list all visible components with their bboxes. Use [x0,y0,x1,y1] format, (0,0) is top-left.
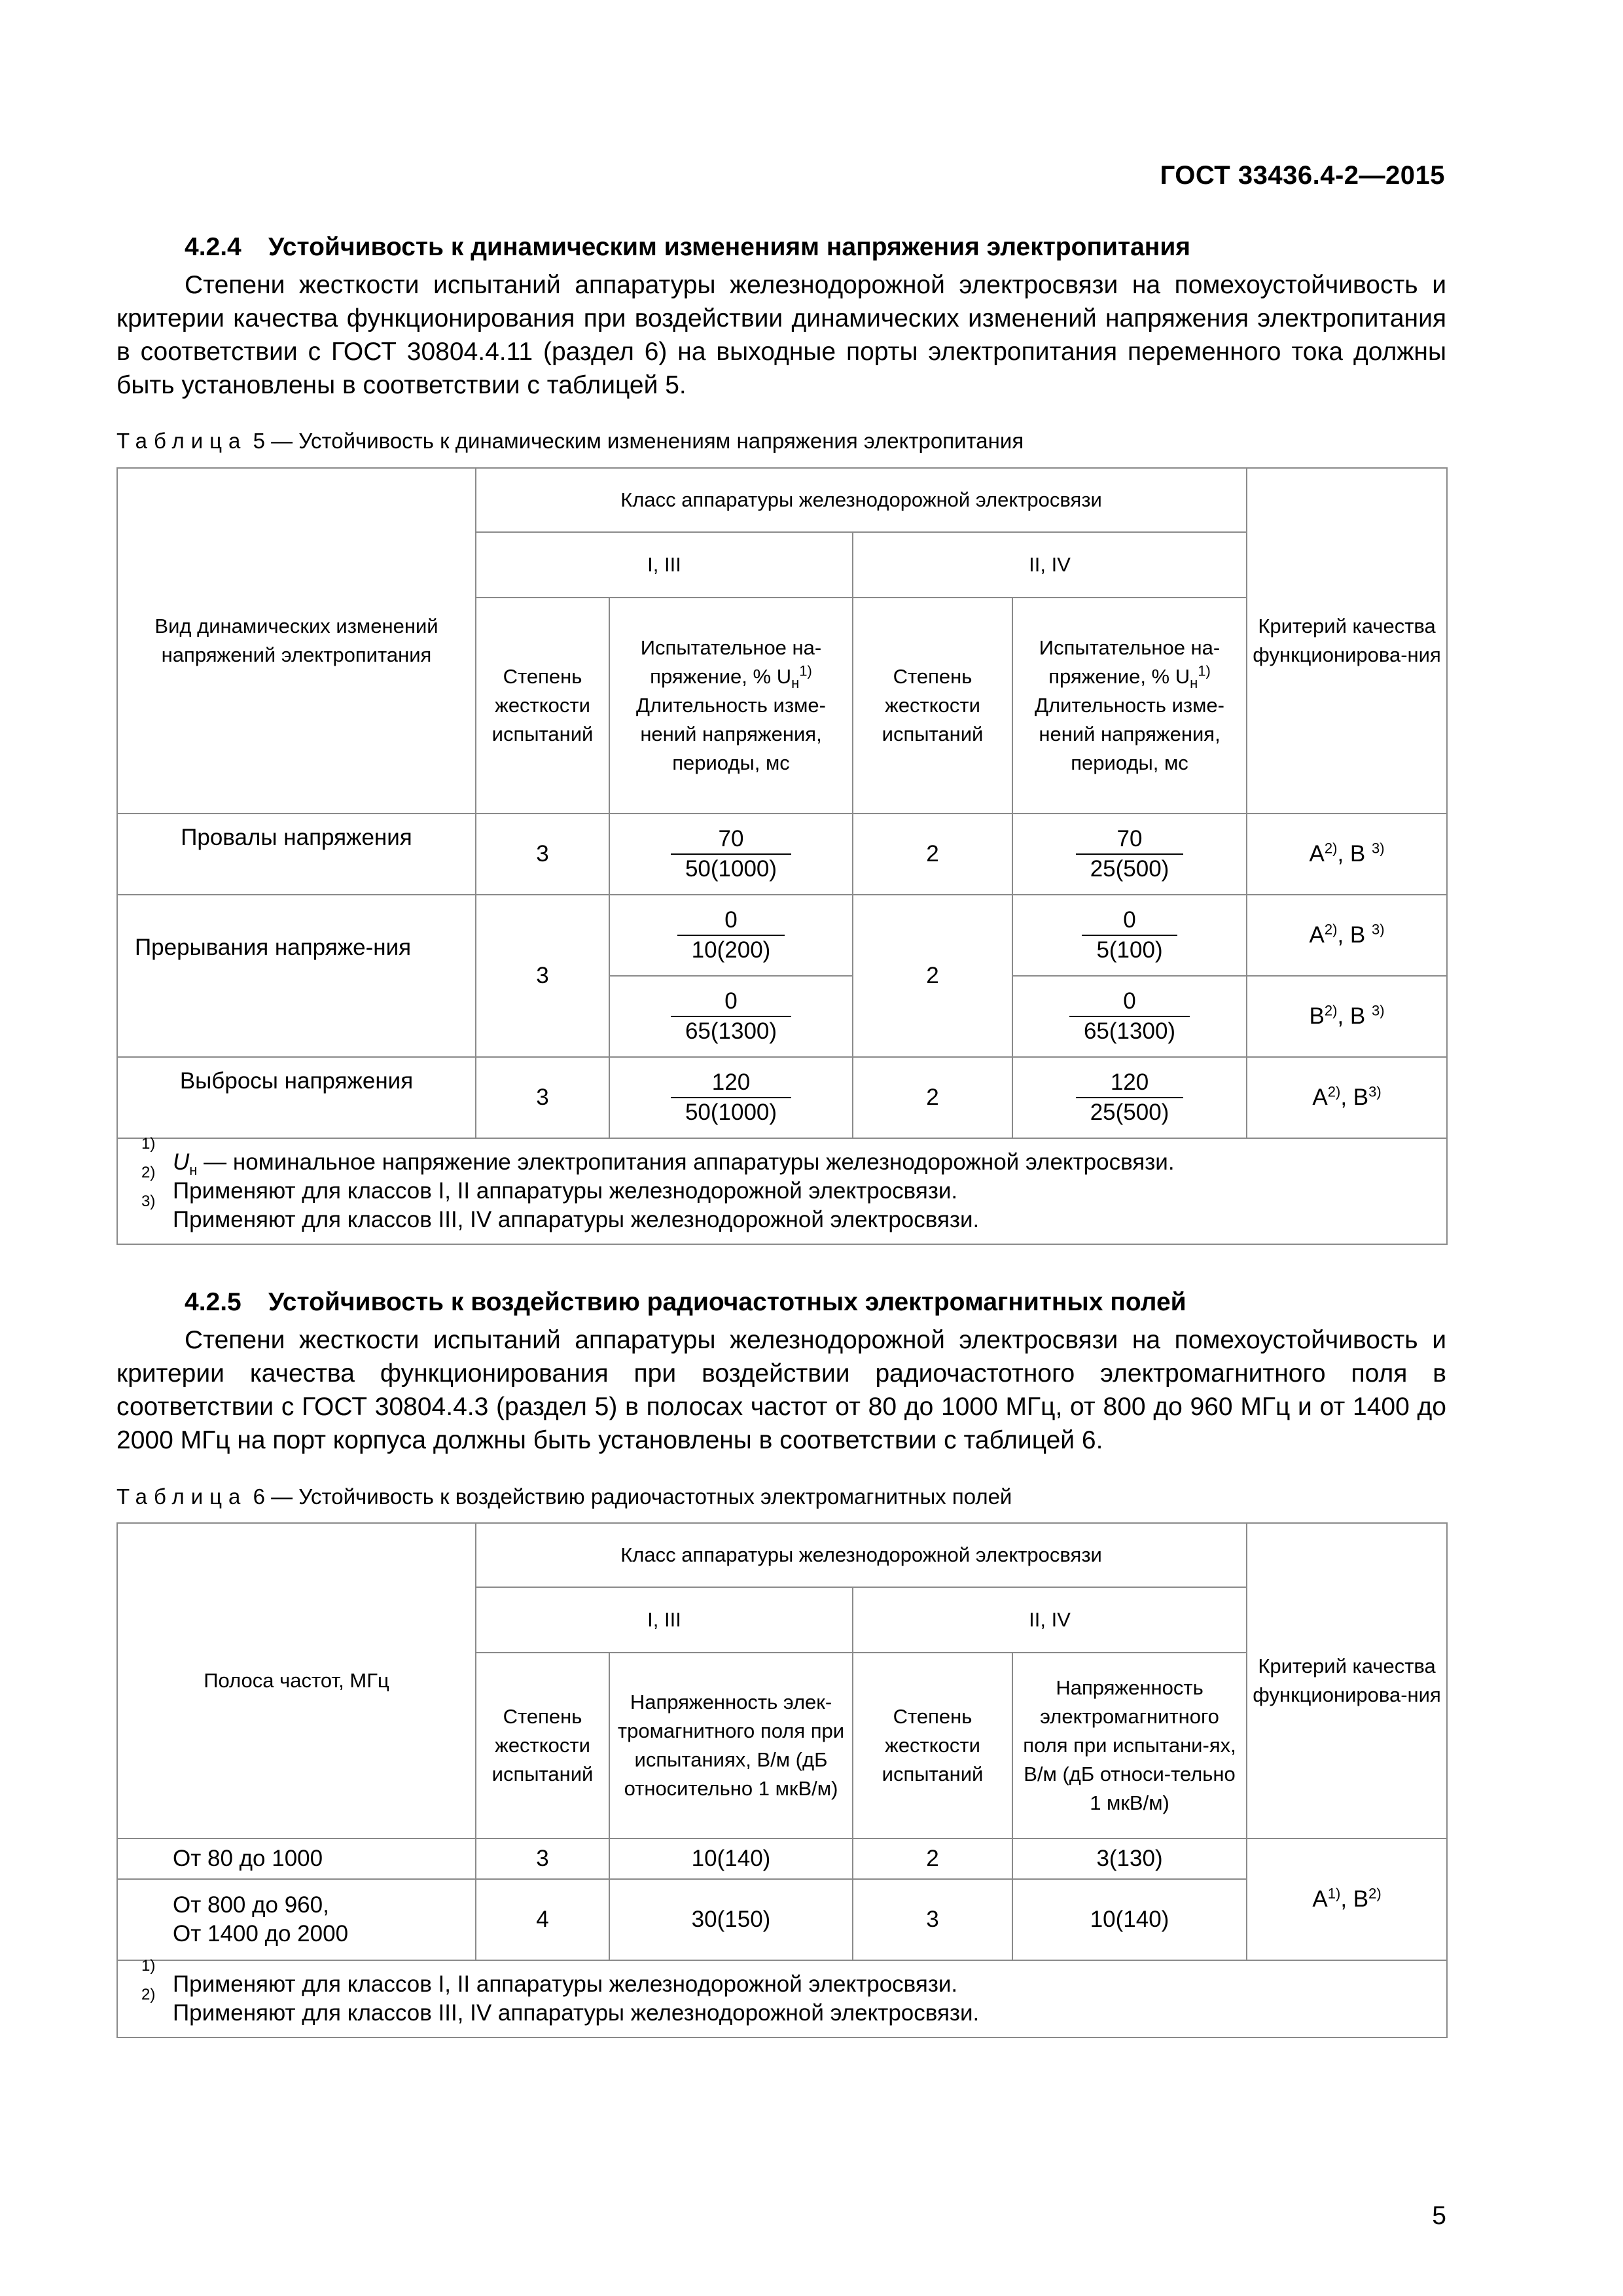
section-number: 4.2.4 [185,233,241,261]
severity-value: 2 [853,1057,1012,1138]
section-text-4-2-4 [116,268,1446,402]
row-label: Выбросы напряжения [117,1057,476,1138]
table-notes [117,1138,1447,1244]
header-class: Класс аппаратуры железнодорожной электросвязи [476,1523,1247,1587]
voltage-fraction: $\frac{0}{5(100)}$ [1012,895,1247,976]
section-title: Устойчивость к воздействию радиочастотных электромагнитных полей [268,1288,1186,1316]
footnote: 2) Применяют для классов III, IV аппаратуры железнодорожной электросвязи. [141,1986,980,2026]
caption-label: Таблица [116,1484,247,1509]
voltage-fraction: $\frac{0}{65(1300)}$ [609,976,853,1057]
criterion-value: $A^{1)}$, $B^{2)}$ [1247,1839,1447,1960]
row-label: От 80 до 1000 [117,1839,476,1879]
severity-value: 2 [853,814,1012,895]
caption-text: 5 — Устойчивость к динамическим изменениям напряжения электропитания [253,429,1024,453]
header-field-1: Напряженность элек-тромагнитного поля при испытаниях, В/м (дБ относительно 1 мкВ/м) [609,1653,853,1839]
voltage-fraction: $\frac{0}{10(200)}$ [609,895,853,976]
criterion-value: $A^{2)}$, B $^{3)}$ [1247,814,1447,895]
table-5 [116,467,1448,1245]
voltage-fraction: $\frac{120}{50(1000)}$ [609,1057,853,1138]
footnote: 2) Применяют для классов I, II аппаратуры железнодорожной электросвязи. [141,1164,958,1204]
voltage-fraction: $\frac{70}{50(1000)}$ [609,814,853,895]
voltage-fraction: $\frac{70}{25(500)}$ [1012,814,1247,895]
table-row [117,1839,1447,1879]
page-number: 5 [1432,2202,1446,2230]
voltage-fraction: $\frac{0}{65(1300)}$ [1012,976,1247,1057]
row-label: Прерывания напряже-ния [117,895,476,1057]
criterion-value: $B^{2)}$, B $^{3)}$ [1247,976,1447,1057]
header-voltage-1: Испытательное на-пряжение, % $U_н^{1)}$ Длительность изме-нений напряжения, периоды, мс [609,598,853,814]
header-group-1: I, III [476,1587,853,1653]
header-severity-1: Степень жесткости испытаний [476,598,609,814]
header-kind: Вид динамических изменений напряжений электропитания [117,468,476,814]
row-label: Провалы напряжения [117,814,476,895]
header-group-1: I, III [476,532,853,598]
criterion-value: $A^{2)}$, $B^{3)}$ [1247,1057,1447,1138]
table-6 [116,1522,1448,2038]
severity-value: 3 [476,814,609,895]
section-number: 4.2.5 [185,1288,241,1316]
footnote: 3) Применяют для классов III, IV аппаратуры железнодорожной электросвязи. [141,1193,980,1232]
field-value: 10(140) [609,1839,853,1879]
severity-value: 3 [476,1057,609,1138]
paragraph: Степени жесткости испытаний аппаратуры железнодорожной электросвязи на помехоустойчивость и критерии качества функционирования при воздействии динамических изменений напряжения электропитания в соответствии с ГОСТ 30804.4.11 (раздел 6) на выходные порты электропитания переменного тока должны быть установлены в соответствии с таблицей 5. [116,271,1446,399]
severity-value: 3 [476,895,609,1057]
table-notes [117,1960,1447,2037]
header-field-2: Напряженность электромагнитного поля при испытани-ях, В/м (дБ относи-тельно 1 мкВ/м) [1012,1653,1247,1839]
header-band: Полоса частот, МГц [117,1523,476,1839]
header-group-2: II, IV [853,532,1247,598]
standard-designation: ГОСТ 33436.4-2—2015 [1160,161,1445,190]
severity-value: 4 [476,1879,609,1960]
header-severity-1: Степень жесткости испытаний [476,1653,609,1839]
section-heading-4-2-4 [185,233,1190,262]
severity-value: 2 [853,895,1012,1057]
table-row [117,895,1447,976]
voltage-fraction: $\frac{120}{25(500)}$ [1012,1057,1247,1138]
header-criterion: Критерий качества функционирова-ния [1247,468,1447,814]
header-severity-2: Степень жесткости испытаний [853,1653,1012,1839]
table6-caption [116,1484,1012,1509]
paragraph: Степени жесткости испытаний аппаратуры железнодорожной электросвязи на помехоустойчивость и критерии качества функционирования при воздействии радиочастотного электромагнитного поля в соответствии с ГОСТ 30804.4.3 (раздел 5) в полосах частот от 80 до 1000 МГц, от 800 до 960 МГц и от 1400 до 2000 МГц на порт корпуса должны быть установлены в соответствии с таблицей 6. [116,1326,1446,1454]
field-value: 30(150) [609,1879,853,1960]
header-voltage-2: Испытательное на-пряжение, % $U_н^{1)}$ Длительность изме-нений напряжения, периоды, мс [1012,598,1247,814]
caption-text: 6 — Устойчивость к воздействию радиочастотных электромагнитных полей [253,1484,1012,1509]
header-criterion: Критерий качества функционирова-ния [1247,1523,1447,1839]
severity-value: 3 [853,1879,1012,1960]
footnote: 1) Применяют для классов I, II аппаратуры железнодорожной электросвязи. [141,1957,958,1997]
header-group-2: II, IV [853,1587,1247,1653]
table-row [117,814,1447,895]
table-row [117,1057,1447,1138]
criterion-value: $A^{2)}$, B $^{3)}$ [1247,895,1447,976]
section-title: Устойчивость к динамическим изменениям напряжения электропитания [268,233,1191,261]
header-severity-2: Степень жесткости испытаний [853,598,1012,814]
footnote: 1) $U_н$ — номинальное напряжение электропитания аппаратуры железнодорожной электросвязи. [141,1135,1175,1178]
field-value: 3(130) [1012,1839,1247,1879]
severity-value: 3 [476,1839,609,1879]
severity-value: 2 [853,1839,1012,1879]
field-value: 10(140) [1012,1879,1247,1960]
section-text-4-2-5 [116,1323,1446,1457]
caption-label: Таблица [116,429,247,453]
table5-caption [116,429,1024,454]
section-heading-4-2-5 [185,1288,1186,1317]
row-label: От 800 до 960, От 1400 до 2000 [117,1879,476,1960]
header-class: Класс аппаратуры железнодорожной электросвязи [476,468,1247,532]
